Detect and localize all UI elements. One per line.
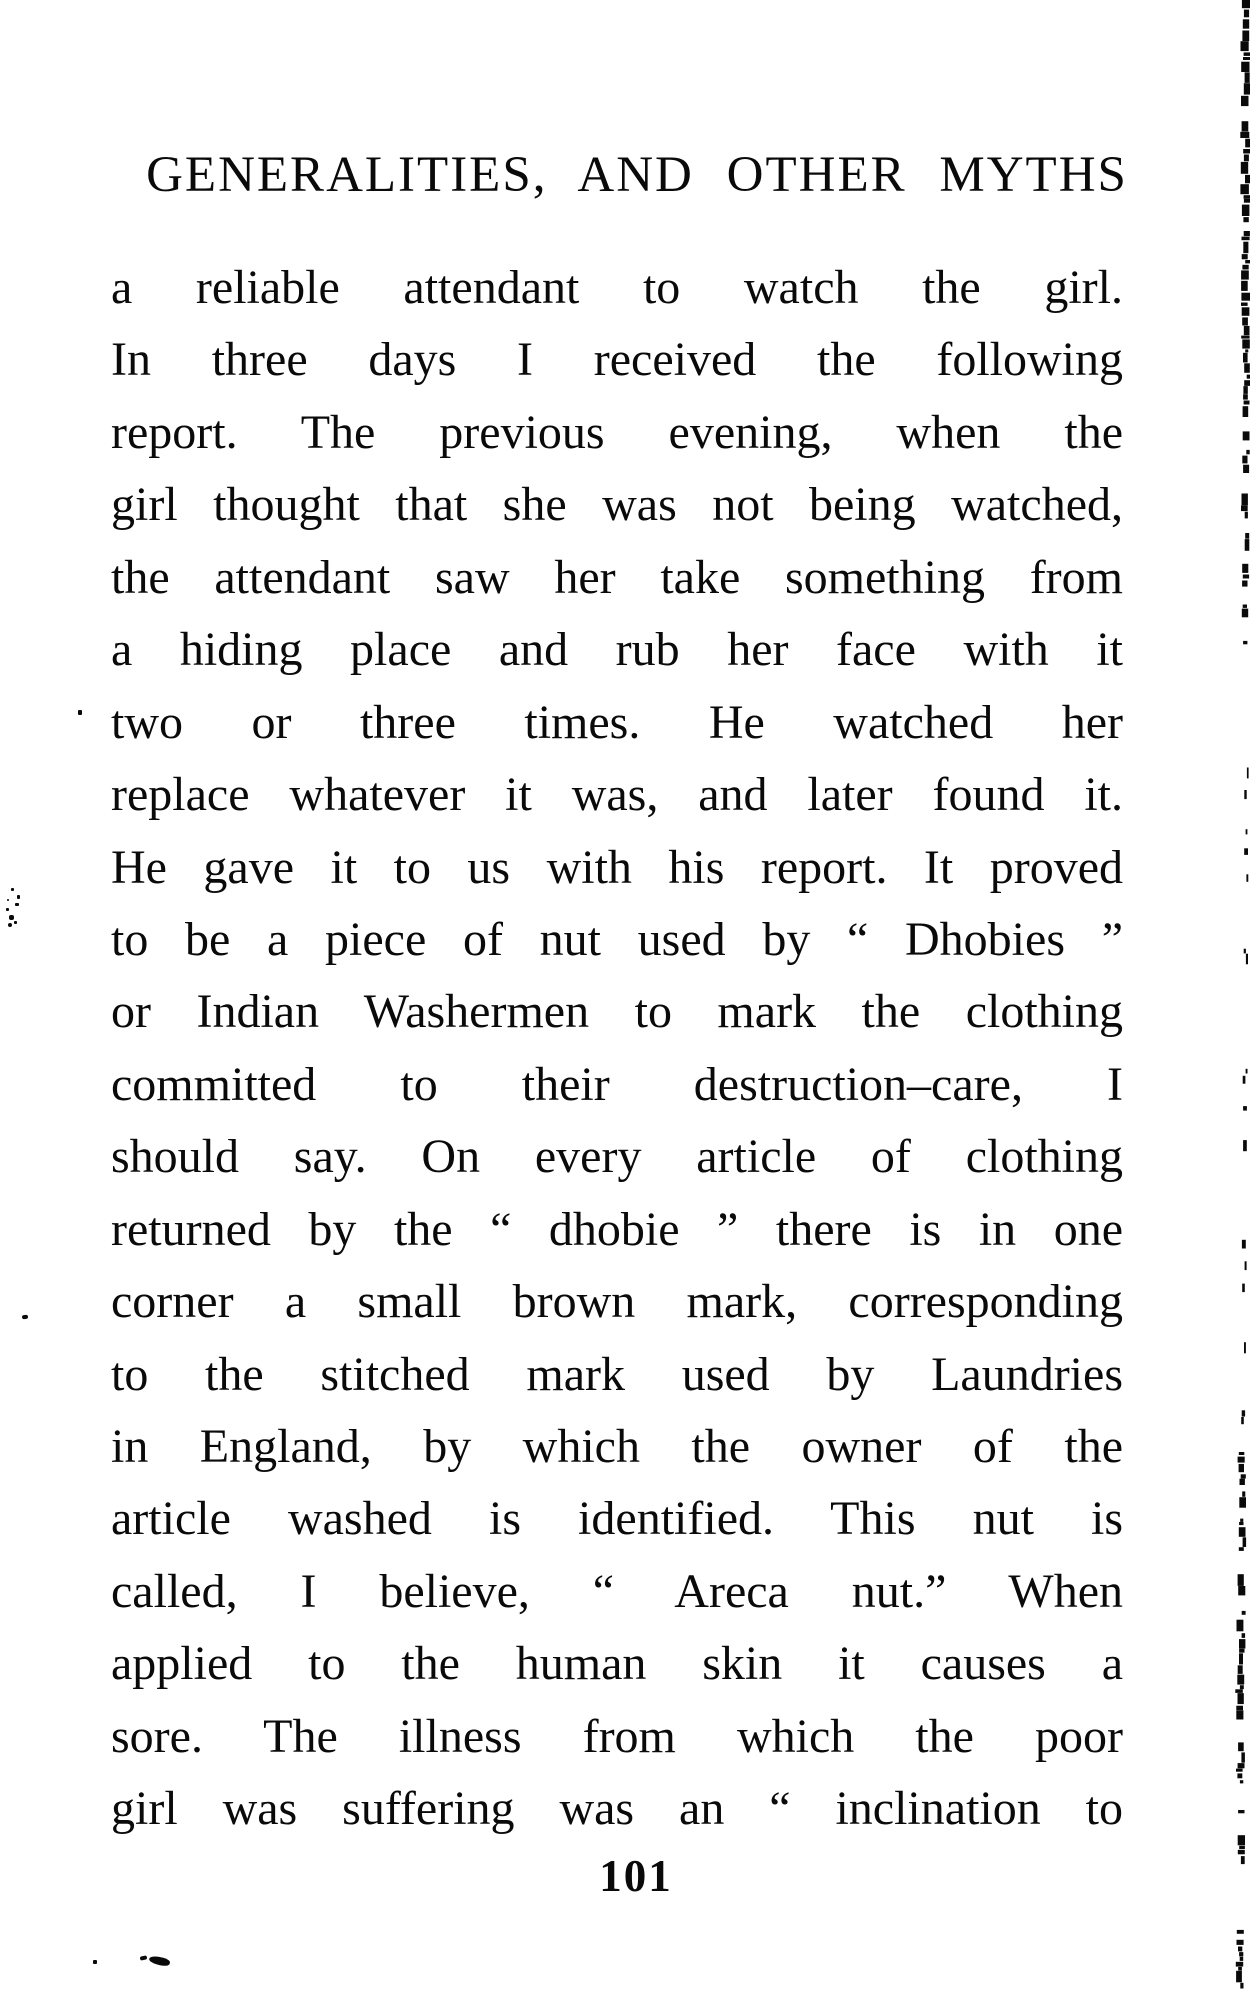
body-line: He gave it to us with his report. It proved [111, 840, 1123, 894]
ink-speck-cluster [2, 886, 24, 928]
ink-speck [140, 1955, 148, 1960]
ink-speck [148, 1955, 170, 1968]
body-line: should say. On every article of clothing [111, 1130, 1123, 1184]
ink-speck [93, 1960, 97, 1964]
body-line: to the stitched mark used by Laundries [111, 1347, 1123, 1401]
body-line: called, I believe, “ Areca nut.” When [111, 1564, 1123, 1618]
body-line: a reliable attendant to watch the girl. [111, 261, 1123, 314]
body-line: returned by the “ dhobie ” there is in one [111, 1202, 1123, 1256]
running-header: GENERALITIES, AND OTHER MYTHS [146, 147, 1128, 203]
ink-speck [78, 710, 82, 715]
body-line: to be a piece of nut used by “ Dhobies ” [111, 912, 1123, 966]
body-line: a hiding place and rub her face with it [111, 623, 1123, 677]
body-line: report. The previous evening, when the [111, 405, 1123, 459]
scan-edge-artifact [1232, 0, 1250, 2006]
body-line: the attendant saw her take something from [111, 550, 1123, 604]
body-line: article washed is identified. This nut is [111, 1492, 1123, 1546]
body-line: applied to the human skin it causes a [111, 1637, 1123, 1691]
body-text-column [111, 252, 1123, 1846]
body-line: or Indian Washermen to mark the clothing [111, 985, 1123, 1039]
body-line: sore. The illness from which the poor [111, 1709, 1123, 1763]
body-line: In three days I received the following [111, 333, 1123, 387]
body-line: replace whatever it was, and later found it. [111, 768, 1123, 822]
body-line: committed to their destruction–care, I [111, 1057, 1123, 1111]
body-line: two or three times. He watched her [111, 695, 1123, 749]
page-number: 101 [599, 1851, 673, 1901]
ink-speck [22, 1315, 28, 1320]
body-line: girl was suffering was an “ inclination to [111, 1782, 1123, 1836]
body-line: girl thought that she was not being watched, [111, 478, 1123, 532]
body-line: corner a small brown mark, corresponding [111, 1275, 1123, 1329]
body-line: in England, by which the owner of the [111, 1420, 1123, 1473]
